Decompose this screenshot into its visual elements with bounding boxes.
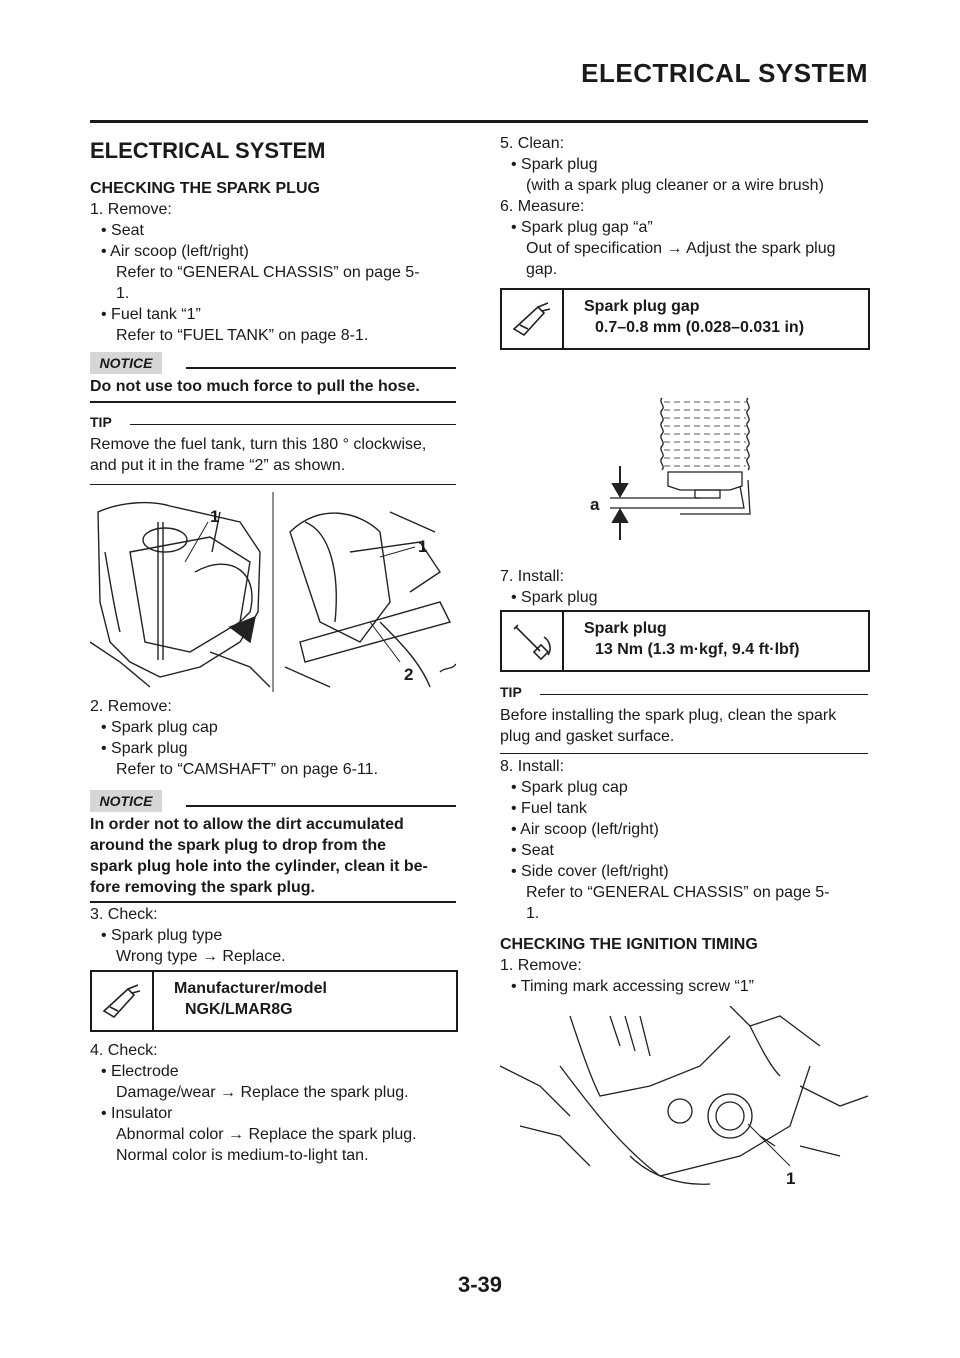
step-item: • Spark plug [101,740,188,757]
step-number: 5. Clean: [500,135,565,152]
step-item: • Air scoop (left/right) [101,243,249,260]
notice-line: spark plug hole into the cylinder, clean it be- [90,858,428,875]
spec-title: Spark plug gap [584,298,700,315]
step-item: Damage/wear → Replace the spark plug. [116,1084,409,1101]
notice-header [90,790,456,812]
step-7 [500,566,598,608]
notice-line: In order not to allow the dirt accumulated [90,816,404,833]
page-number: 3-39 [457,1272,503,1297]
notice-text: Do not use too much force to pull the hose. [90,378,420,395]
step-item: • Seat [511,842,554,859]
notice-end-rule [90,401,456,403]
subsection-heading: CHECKING THE SPARK PLUG [90,180,320,197]
tip-end-rule [90,484,456,485]
subsection-heading: CHECKING THE IGNITION TIMING [500,936,758,953]
step-number: 2. Remove: [90,698,172,715]
spec-title: Manufacturer/model [174,980,327,997]
fuel-tank-illustration [90,492,456,692]
tip-text [90,434,426,476]
step-item: Normal color is medium-to-light tan. [116,1147,369,1164]
step-number: 8. Install: [500,758,565,775]
step-item: • Spark plug gap “a” [511,219,653,236]
notice-line: fore removing the spark plug. [90,879,315,896]
step-item: 1. [116,285,130,302]
step-number: 6. Measure: [500,198,585,215]
step-item: Refer to “CAMSHAFT” on page 6-11. [116,761,379,778]
callout-label: 1 [210,507,220,526]
step-item: • Fuel tank [511,800,587,817]
step-number: 7. Install: [500,568,565,585]
step-item: Refer to “GENERAL CHASSIS” on page 5- [526,884,830,901]
step-item: Abnormal color → Replace the spark plug. [116,1126,417,1143]
step-item: Out of specification → Adjust the spark plug [526,240,836,257]
step-item: • Spark plug [511,589,598,606]
header-rule [90,120,868,123]
tip-header [500,684,868,700]
step-item: Refer to “FUEL TANK” on page 8-1. [116,327,369,344]
notice-header [90,352,456,374]
step-item: • Side cover (left/right) [511,863,669,880]
step-3 [90,904,286,967]
spec-box [90,970,458,1032]
section-title: ELECTRICAL SYSTEM [90,138,326,163]
timing-screw-figure [500,1006,868,1196]
tip-line: plug and gasket surface. [500,728,675,745]
tip-end-rule [500,753,868,754]
spark-plug-illustration [580,390,780,550]
tip-line: Before installing the spark plug, clean the spark [500,707,837,724]
callout-label: 1 [418,537,428,556]
tip-line: and put it in the frame “2” as shown. [90,457,346,474]
step-item: • Insulator [101,1105,173,1122]
notice-line: around the spark plug to drop from the [90,837,386,854]
step-number: 4. Check: [90,1042,158,1059]
step-item: • Air scoop (left/right) [511,821,659,838]
notice-text [90,814,428,898]
step-number: 1. Remove: [500,957,582,974]
ignition-timing-section [500,934,758,997]
step-4 [90,1040,417,1166]
step-item: • Spark plug [511,156,598,173]
step-item: • Spark plug type [101,927,223,944]
step-item: 1. [526,905,540,922]
torque-wrench-icon [502,612,564,670]
spec-box [500,610,870,672]
running-header-title: ELECTRICAL SYSTEM [581,58,868,88]
notice-badge: NOTICE [90,790,162,812]
step-item: • Spark plug cap [511,779,628,796]
spec-value: NGK/LMAR8G [185,1001,293,1018]
spec-value: 0.7–0.8 mm (0.028–0.031 in) [595,319,805,336]
tip-line: Remove the fuel tank, turn this 180 ° clockwise, [90,436,427,453]
step-item: (with a spark plug cleaner or a wire brush) [526,177,824,194]
step-item: Refer to “GENERAL CHASSIS” on page 5- [116,264,420,281]
callout-label: 2 [404,665,414,684]
spec-value: 13 Nm (1.3 m·kgf, 9.4 ft·lbf) [595,641,800,658]
step-item: • Spark plug cap [101,719,218,736]
step-item: • Timing mark accessing screw “1” [511,978,754,995]
step-item: • Electrode [101,1063,179,1080]
caliper-icon [502,290,564,348]
fuel-tank-figure [90,492,456,692]
step-5 [500,133,824,196]
step-2 [90,696,378,780]
tip-label: TIP [90,414,112,430]
step-item: gap. [526,261,558,278]
step-number: 1. Remove: [90,201,172,218]
spark-plug-gap-figure [580,390,780,550]
step-item: • Fuel tank “1” [101,306,201,323]
caliper-icon [92,972,154,1030]
spark-plug-intro [90,178,460,346]
spec-title: Spark plug [584,620,667,637]
tip-label: TIP [500,684,522,700]
gap-label: a [590,495,600,514]
spec-box [500,288,870,350]
tip-text [500,705,836,747]
tip-header [90,414,456,430]
step-item: • Seat [101,222,144,239]
callout-label: 1 [786,1169,796,1188]
step-8 [500,756,830,924]
step-6 [500,196,836,280]
engine-case-illustration [500,1006,868,1196]
step-item: Wrong type → Replace. [116,948,286,965]
notice-end-rule [90,901,456,903]
step-number: 3. Check: [90,906,158,923]
notice-badge: NOTICE [90,352,162,374]
